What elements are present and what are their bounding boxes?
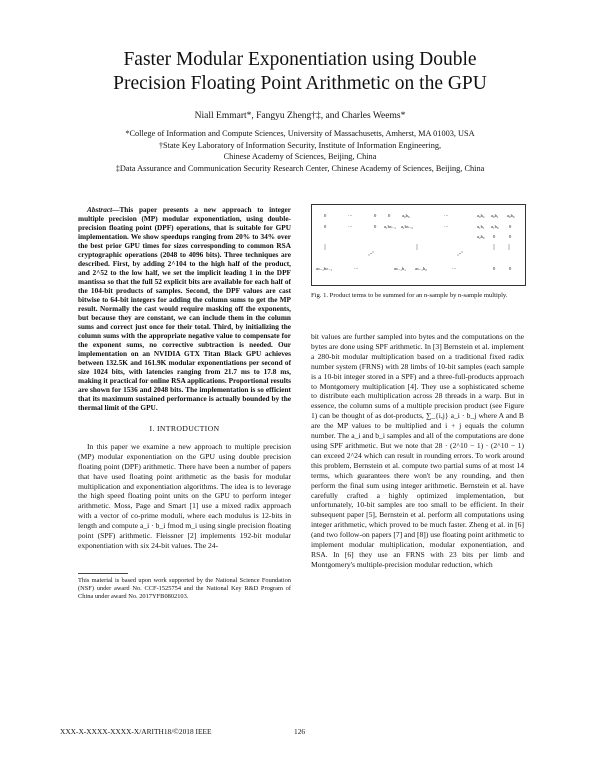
left-column [78, 205, 291, 551]
figure-1-matrix [312, 205, 525, 285]
abstract [78, 205, 291, 412]
fig-ellipsis-dots [325, 245, 510, 256]
fig-cell: ⋯ [348, 224, 353, 229]
fig-cell: a₀b₀ [507, 213, 515, 218]
fig-cell: a₀b₀ [402, 213, 410, 218]
affiliation-skl-location: Chinese Academy of Sciences, Beijing, China [223, 152, 377, 161]
page-number: 126 [294, 727, 306, 736]
fig-cell: a₀b₂ [477, 213, 485, 218]
fig-cell: 0 [509, 224, 512, 229]
right-column [311, 332, 524, 570]
footer-copyright: XXX-X-XXXX-XXXX-X/ARITH18/©2018 IEEE [60, 727, 212, 736]
fig-cell: a₂b₀ [477, 234, 485, 239]
affiliation-skl: †State Key Laboratory of Information Security, Institute of Information Engineering, [158, 140, 442, 150]
footnote: This material is based upon work supported by the National Science Foundation (NSF) under award No. CCF-1525754 and the National Key R&D Program of China under award No. 2017YFB0802103. [78, 577, 291, 600]
fig-cell: ⋯ [354, 266, 359, 271]
fig-cell: aₙ₋₁b₁ [394, 266, 406, 271]
fig-cell: 0 [374, 224, 377, 229]
fig-cell: ⋯ [348, 213, 353, 218]
fig-cell: a₁b₁ [477, 224, 485, 229]
footnote-rule [78, 573, 128, 574]
figure-1-caption: Fig. 1. Product terms to be summed for an n-sample by n-sample multiply. [311, 292, 508, 299]
fig-cell: a₀b₁ [491, 213, 499, 218]
fig-cell: 0 [388, 213, 391, 218]
fig-cell: aₙ₋₁b₀ [415, 266, 427, 271]
fig-cell: a₁bₙ₋₁ [384, 224, 396, 229]
affiliation-dacas: ‡Data Assurance and Communication Security Research Center, Chinese Academy of Sciences, Beijing, China [115, 163, 485, 173]
intro-heading: I. INTRODUCTION [149, 424, 220, 433]
title-line-2: Precision Floating Point Arithmetic on the GPU [113, 73, 487, 94]
abstract-body: —This paper presents a new approach to integer multiple precision (MP) modular exponentiation, using double-precision floating point (DPF) operations, that is suitable for GPU implementation. We show speedups ranging from 20% to 34% over the best prior GPU times for sizes corresponding to common RSA cryptographic operations (2048 to 4096 bits). Three techniques are described. First, by adding 2^104 to the high half of the product, and 2^52 to the low half, we set the implicit leading 1 in the DPF mantissa so that the full 52 explicit bits are available for each half of the 104-bit products of samples. Second, the DPF values are cast bitwise to 64-bit integers for adding the column sums to get the MP result. Normally the cast would require masking off the exponents, but because they are constant, we can include them in the column sums and correct just once for their total. Third, by initializing the column sums with the appropriate negative value to compensate for the exponent sums, no corrective subtraction is needed. Our implementation on an NVIDIA GTX Titan Black GPU achieves between 132.5K and 161.9K modular exponentiations per second of size 1024 bits, with latencies ranging from 21.7 ms to 17.8 ms, making it practical for online RSA applications. Proportional results are shown for 1536 and 2048 bits. The implementation is so efficient that its maximum sustained performance is actually bounded by the thermal limit of the GPU. [78, 205, 291, 412]
affiliations [40, 128, 560, 174]
fig-cell: a₁b₀ [491, 224, 499, 229]
fig-cell: 0 [324, 213, 327, 218]
fig-cell: 0 [324, 224, 327, 229]
fig-cell: ⋯ [444, 224, 449, 229]
fig-cell: 0 [509, 234, 512, 239]
fig-cell: ⋯ [444, 213, 449, 218]
fig-cell: 0 [493, 234, 496, 239]
intro-paragraph: In this paper we examine a new approach to multiple precision (MP) modular exponentiation on the GPU using double precision floating point (DPF) arithmetic. There have been a number of papers that have used floating point arithmetic as the basis for modular multiplication and exponentiation algorithms. The idea is to leverage the high speed floating point units on the GPU to perform integer arithmetic. Moss, Page and Smart [1] use a mixed radix approach with a vector of co-prime moduli, where each modulus is 12-bits in length and compute a_i · b_i fmod m_i using single precision floating point (SPF) arithmetic. Fleissner [2] implements 192-bit modular exponentiation with six 24-bit values. The 24- [78, 441, 291, 550]
fig-cell: 0 [374, 213, 377, 218]
body-paragraph: bit values are further sampled into bytes and the computations on the bytes are done using SPF arithmetic. In [3] Bernstein et al. implement a 280-bit modular multiplication based on a traditional fixed radix number system (FRNS) with 28 limbs of 10-bit samples (each sample is a 10-bit integer stored in a SPF) and a three-full-products approach to Montgomery multiplication [4]. They use a sophisticated scheme to distribute each multiplication across 28 threads in a warp. But in essence, the column sums of a multiple precision product (see Figure 1) can be thought of as dot-products, ∑_{i,j} a_i · b_j where A and B are the MP values to be multiplied and i + j equals the column number. The a_i and b_i samples and all of the computations are done using SPF arithmetic. But we note that 28 · (2^10 − 1) · (2^10 − 1) can exceed 2^24 which can result in rounding errors. To work around this problem, Bernstein et al. compute two partial sums of at most 14 terms, which guarantees there won't be any rounding, and then perform the final sum using integer arithmetic. Bernstein et al. have carefully crafted a highly optimized implementation, but unfortunately, 10-bit samples are too small to be efficient. In their subsequent paper [5], Bernstein et al. perform all computations using integer arithmetic, which proved to be much faster. Zheng et al. in [6] (and two follow-on papers [7] and [8]) use floating point arithmetic to implement modular multiplication, modular exponentiation, and RSA. In [6] they use an FRNS with 23 bits per limb and Montgomery's multiple-precision modular reduction, which [311, 332, 524, 569]
fig-cell: 0 [509, 266, 512, 271]
fig-cell: ⋯ [452, 266, 457, 271]
figure-1 [311, 204, 526, 286]
abstract-label: Abstract [87, 205, 113, 214]
affiliation-umass: *College of Information and Compute Sciences, University of Massachusetts, Amherst, MA 01003, USA [125, 129, 475, 138]
fig-cell: aₙ₋₁bₙ₋₁ [316, 266, 333, 271]
paper-title [40, 48, 560, 96]
title-line-1: Faster Modular Exponentiation using Double [123, 49, 477, 70]
fig-cell: 0 [493, 266, 496, 271]
fig-cell: a₁bₙ₋₂ [401, 224, 413, 229]
authors: Niall Emmart*, Fangyu Zheng†‡, and Charles Weems* [194, 111, 406, 121]
